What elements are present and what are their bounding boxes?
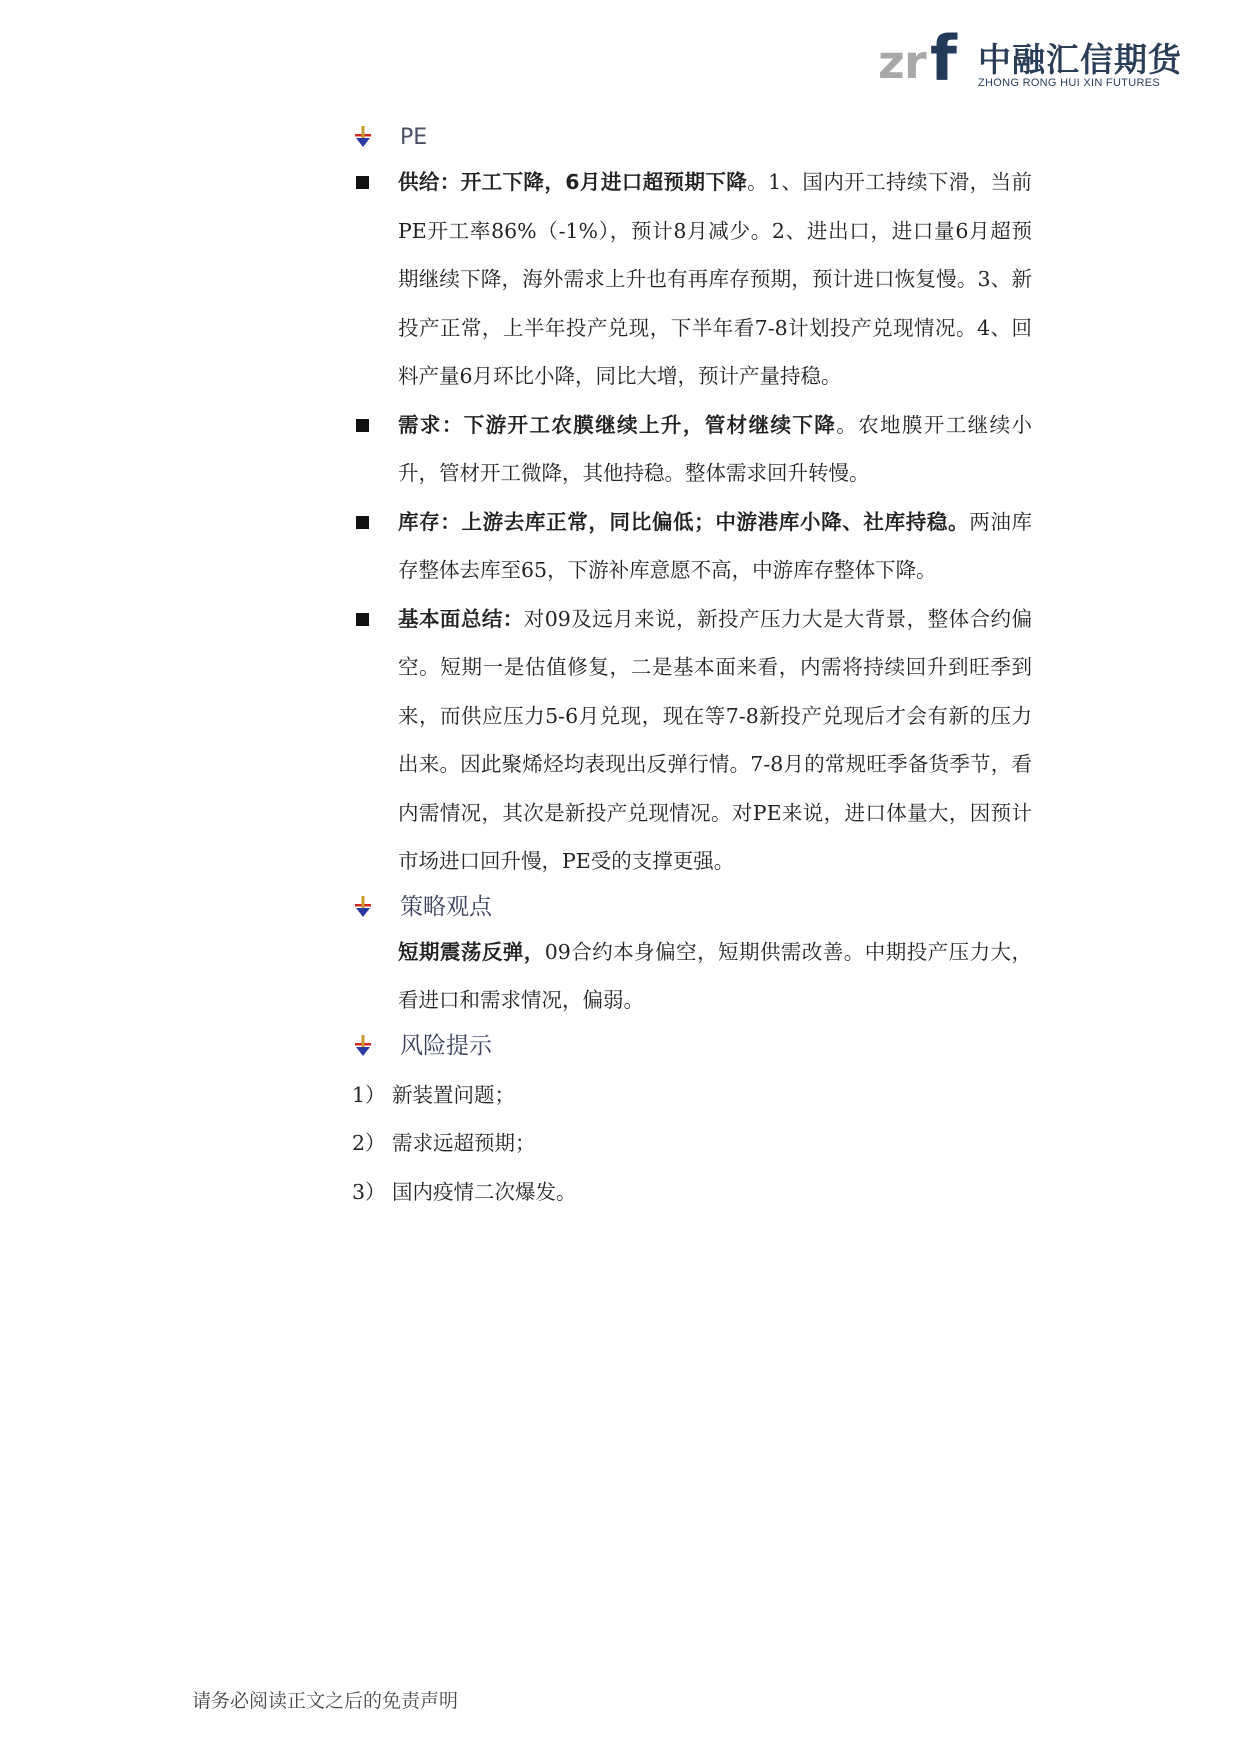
risk-item: 1） 新装置问题； xyxy=(352,1082,516,1107)
square-bullet-icon xyxy=(356,419,369,432)
supply-bullet-title: 供给：开工下降，6月进口超预期下降 xyxy=(398,170,748,194)
strategy-bold-text: 短期震荡反弹， xyxy=(398,939,545,964)
logo-english-name: ZHONG RONG HUI XIN FUTURES xyxy=(978,77,1160,89)
svg-text:f: f xyxy=(930,26,957,95)
svg-text:r: r xyxy=(904,35,927,89)
supply-bullet-text: 。1、国内开工持续下滑，当前PE开工率86%（-1%），预计8月减少。2、进出口，进口量6月超预期继续下降，海外需求上升也有再库存预期，预计进口恢复慢。3、新投产正常，上半年投产兑现，下半年看7-8计划投产兑现情况。4、回料产量6月环比小降，同比大增，预计产量持稳。 xyxy=(398,170,1032,388)
demand-bullet xyxy=(352,401,1032,498)
strategy-heading-text: 策略观点 xyxy=(400,893,492,920)
down-arrow-bullet-icon xyxy=(352,126,374,148)
summary-bullet-text: 对09及远月来说，新投产压力大是大背景，整体合约偏空。短期一是估值修复，二是基本面来看，内需将持续回升到旺季到来，而供应压力5-6月兑现，现在等7-8新投产兑现后才会有新的压力出来。因此聚烯烃均表现出反弹行情。7-8月的常规旺季备货季节，看内需情况，其次是新投产兑现情况。对PE来说，进口体量大，因预计市场进口回升慢，PE受的支撑更强。 xyxy=(398,606,1032,873)
square-bullet-icon xyxy=(356,613,369,626)
report-body xyxy=(352,112,1032,1216)
zrf-logo-mark xyxy=(878,26,968,96)
inventory-bullet xyxy=(352,498,1032,595)
demand-bullet-title: 需求：下游开工农膜继续上升，管材继续下降 xyxy=(398,412,837,437)
square-bullet-icon xyxy=(356,176,369,189)
strategy-body-text: 09合约本身偏空，短期供需改善。中期投产压力大，看进口和需求情况，偏弱。 xyxy=(398,939,1033,1012)
fundamentals-summary-bullet xyxy=(352,595,1032,886)
risk-heading-text: 风险提示 xyxy=(400,1032,492,1059)
down-arrow-bullet-icon xyxy=(352,896,374,918)
company-logo xyxy=(878,26,1182,96)
logo-chinese-name: 中融汇信期货 xyxy=(978,40,1182,79)
risk-heading xyxy=(352,1025,1032,1067)
risk-list xyxy=(352,1071,1032,1217)
strategy-paragraph xyxy=(352,928,1032,1025)
risk-item: 2） 需求远超预期； xyxy=(352,1131,536,1155)
inventory-bullet-title: 库存：上游去库正常，同比偏低；中游港库小降、社库持稳。 xyxy=(398,509,970,534)
disclaimer-footer: 请务必阅读正文之后的免责声明 xyxy=(192,1690,459,1712)
inventory-bullet-text: 两油库存整体去库至65，下游补库意愿不高，中游库存整体下降。 xyxy=(398,509,1033,582)
strategy-heading xyxy=(352,886,1032,928)
svg-text:z: z xyxy=(878,35,905,89)
square-bullet-icon xyxy=(356,516,369,529)
risk-item: 3） 国内疫情二次爆发。 xyxy=(352,1179,577,1204)
summary-bullet-title: 基本面总结： xyxy=(398,606,524,631)
down-arrow-bullet-icon xyxy=(352,1035,374,1057)
demand-bullet-text: 。农地膜开工继续小升，管材开工微降，其他持稳。整体需求回升转慢。 xyxy=(398,412,1033,485)
pe-heading xyxy=(352,116,1032,158)
supply-bullet xyxy=(352,158,1032,401)
pe-heading-text: PE xyxy=(400,125,428,150)
